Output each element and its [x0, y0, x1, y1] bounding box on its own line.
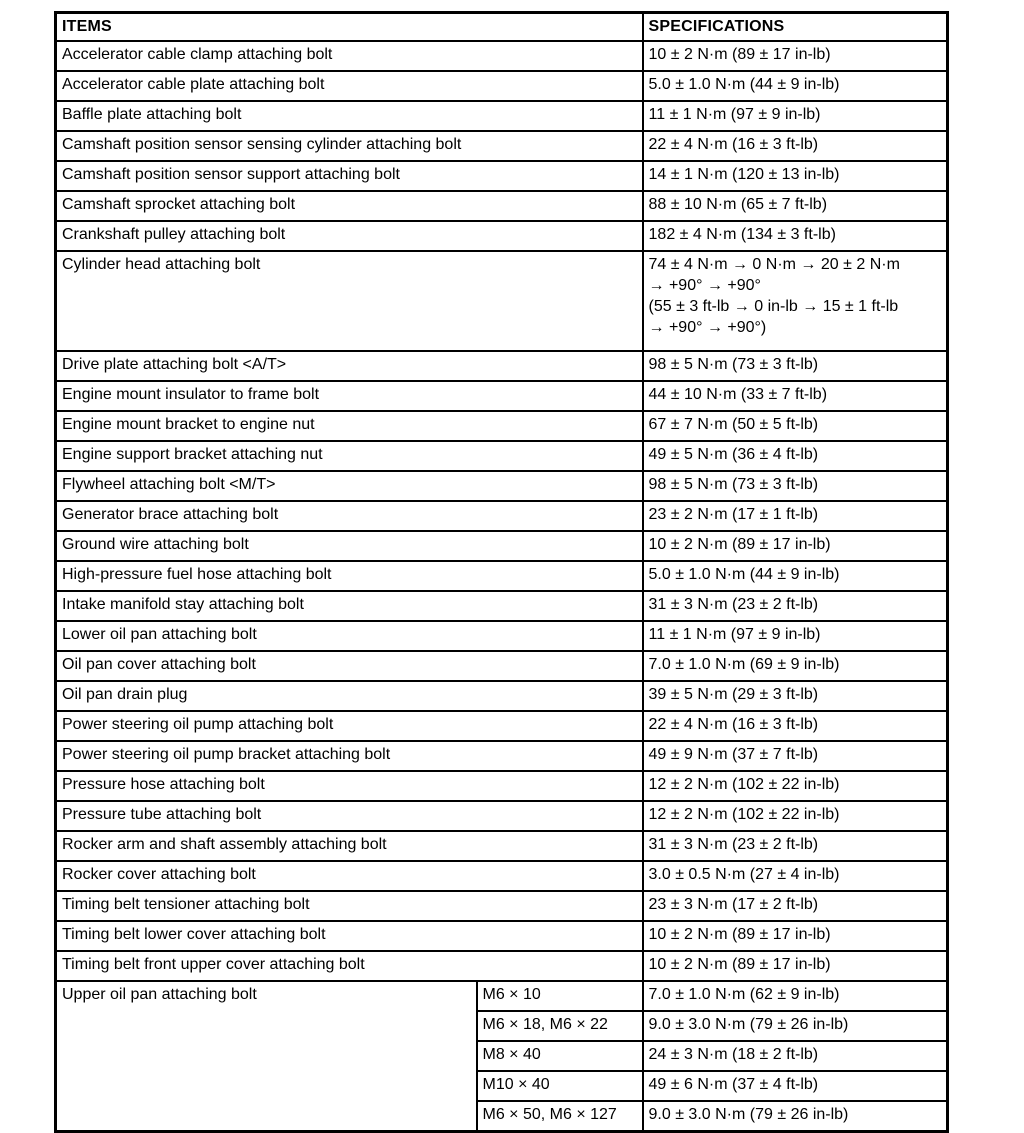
table-row: [56, 381, 948, 411]
item-cell: Rocker cover attaching bolt: [56, 861, 643, 891]
specification-cell: 10 ± 2 N·m (89 ± 17 in-lb): [643, 531, 948, 561]
item-cell: Pressure hose attaching bolt: [56, 771, 643, 801]
table-row: [56, 951, 948, 981]
item-cell: Timing belt lower cover attaching bolt: [56, 921, 643, 951]
item-cell: Engine mount insulator to frame bolt: [56, 381, 643, 411]
bolt-size-cell: M6 × 10: [477, 981, 643, 1011]
specification-cell: 10 ± 2 N·m (89 ± 17 in-lb): [643, 41, 948, 71]
table-row: [56, 71, 948, 101]
specification-cell: 31 ± 3 N·m (23 ± 2 ft-lb): [643, 591, 948, 621]
table-row: [56, 921, 948, 951]
table-row: [56, 621, 948, 651]
bolt-size-cell: M10 × 40: [477, 1071, 643, 1101]
table-row: [56, 501, 948, 531]
specification-cell: [643, 251, 948, 351]
torque-spec-table: [54, 11, 949, 1133]
item-cell: Baffle plate attaching bolt: [56, 101, 643, 131]
table-row: [56, 681, 948, 711]
item-cell: High-pressure fuel hose attaching bolt: [56, 561, 643, 591]
item-cell: Rocker arm and shaft assembly attaching bolt: [56, 831, 643, 861]
specification-cell: 12 ± 2 N·m (102 ± 22 in-lb): [643, 771, 948, 801]
specification-cell: 49 ± 9 N·m (37 ± 7 ft-lb): [643, 741, 948, 771]
item-cell: Flywheel attaching bolt <M/T>: [56, 471, 643, 501]
item-cell: Camshaft position sensor sensing cylinder attaching bolt: [56, 131, 643, 161]
specification-cell: 11 ± 1 N·m (97 ± 9 in-lb): [643, 621, 948, 651]
table-row: [56, 351, 948, 381]
item-cell: Lower oil pan attaching bolt: [56, 621, 643, 651]
specification-cell: 5.0 ± 1.0 N·m (44 ± 9 in-lb): [643, 561, 948, 591]
item-cell: Camshaft position sensor support attaching bolt: [56, 161, 643, 191]
specification-cell: 10 ± 2 N·m (89 ± 17 in-lb): [643, 921, 948, 951]
items-column-header: ITEMS: [56, 13, 643, 42]
specification-cell: 182 ± 4 N·m (134 ± 3 ft-lb): [643, 221, 948, 251]
table-row: [56, 711, 948, 741]
table-row: [56, 891, 948, 921]
item-cell: Intake manifold stay attaching bolt: [56, 591, 643, 621]
item-cell: Drive plate attaching bolt <A/T>: [56, 351, 643, 381]
specification-cell: 49 ± 6 N·m (37 ± 4 ft-lb): [643, 1071, 948, 1101]
item-cell: Upper oil pan attaching bolt: [56, 981, 477, 1132]
table-row: [56, 161, 948, 191]
table-row: [56, 861, 948, 891]
table-row: [56, 411, 948, 441]
specification-line: → +90° → +90°): [648, 319, 767, 336]
specification-cell: 24 ± 3 N·m (18 ± 2 ft-lb): [643, 1041, 948, 1071]
specification-cell: 9.0 ± 3.0 N·m (79 ± 26 in-lb): [643, 1011, 948, 1041]
bolt-size-cell: M8 × 40: [477, 1041, 643, 1071]
table-row: [56, 191, 948, 221]
specification-cell: 5.0 ± 1.0 N·m (44 ± 9 in-lb): [643, 71, 948, 101]
item-cell: Cylinder head attaching bolt: [56, 251, 643, 351]
table-row: [56, 221, 948, 251]
specification-cell: 23 ± 3 N·m (17 ± 2 ft-lb): [643, 891, 948, 921]
table-row: [56, 591, 948, 621]
item-cell: Pressure tube attaching bolt: [56, 801, 643, 831]
bolt-size-cell: M6 × 18, M6 × 22: [477, 1011, 643, 1041]
specification-cell: 98 ± 5 N·m (73 ± 3 ft-lb): [643, 471, 948, 501]
table-row: [56, 741, 948, 771]
table-row: [56, 981, 948, 1011]
table-row: [56, 651, 948, 681]
table-row: [56, 441, 948, 471]
specifications-column-header: SPECIFICATIONS: [643, 13, 948, 42]
specification-cell: 39 ± 5 N·m (29 ± 3 ft-lb): [643, 681, 948, 711]
item-cell: Oil pan cover attaching bolt: [56, 651, 643, 681]
specification-cell: 14 ± 1 N·m (120 ± 13 in-lb): [643, 161, 948, 191]
item-cell: Engine mount bracket to engine nut: [56, 411, 643, 441]
item-cell: Timing belt front upper cover attaching bolt: [56, 951, 643, 981]
table-row: [56, 801, 948, 831]
specification-cell: 12 ± 2 N·m (102 ± 22 in-lb): [643, 801, 948, 831]
specification-cell: 7.0 ± 1.0 N·m (69 ± 9 in-lb): [643, 651, 948, 681]
specification-cell: 22 ± 4 N·m (16 ± 3 ft-lb): [643, 131, 948, 161]
table-body: [56, 41, 948, 1132]
specification-cell: 98 ± 5 N·m (73 ± 3 ft-lb): [643, 351, 948, 381]
item-cell: Power steering oil pump bracket attaching bolt: [56, 741, 643, 771]
table-row: [56, 251, 948, 351]
table-row: [56, 471, 948, 501]
item-cell: Oil pan drain plug: [56, 681, 643, 711]
table-row: [56, 831, 948, 861]
specification-cell: 7.0 ± 1.0 N·m (62 ± 9 in-lb): [643, 981, 948, 1011]
table-row: [56, 131, 948, 161]
bolt-size-cell: M6 × 50, M6 × 127: [477, 1101, 643, 1132]
specification-line: (55 ± 3 ft-lb → 0 in-lb → 15 ± 1 ft-lb: [648, 298, 899, 315]
table-row: [56, 531, 948, 561]
table-header-row: [56, 13, 948, 42]
specification-cell: 49 ± 5 N·m (36 ± 4 ft-lb): [643, 441, 948, 471]
specification-cell: 23 ± 2 N·m (17 ± 1 ft-lb): [643, 501, 948, 531]
specification-line: 74 ± 4 N·m → 0 N·m → 20 ± 2 N·m: [648, 256, 900, 273]
table-row: [56, 771, 948, 801]
specification-cell: 22 ± 4 N·m (16 ± 3 ft-lb): [643, 711, 948, 741]
table-row: [56, 101, 948, 131]
item-cell: Generator brace attaching bolt: [56, 501, 643, 531]
item-cell: Engine support bracket attaching nut: [56, 441, 643, 471]
specification-cell: 9.0 ± 3.0 N·m (79 ± 26 in-lb): [643, 1101, 948, 1132]
specification-cell: 10 ± 2 N·m (89 ± 17 in-lb): [643, 951, 948, 981]
item-cell: Camshaft sprocket attaching bolt: [56, 191, 643, 221]
specification-cell: 3.0 ± 0.5 N·m (27 ± 4 in-lb): [643, 861, 948, 891]
item-cell: Accelerator cable plate attaching bolt: [56, 71, 643, 101]
specification-cell: 11 ± 1 N·m (97 ± 9 in-lb): [643, 101, 948, 131]
item-cell: Timing belt tensioner attaching bolt: [56, 891, 643, 921]
specification-cell: 31 ± 3 N·m (23 ± 2 ft-lb): [643, 831, 948, 861]
item-cell: Accelerator cable clamp attaching bolt: [56, 41, 643, 71]
table-row: [56, 41, 948, 71]
table-row: [56, 561, 948, 591]
item-cell: Crankshaft pulley attaching bolt: [56, 221, 643, 251]
item-cell: Power steering oil pump attaching bolt: [56, 711, 643, 741]
specification-cell: 88 ± 10 N·m (65 ± 7 ft-lb): [643, 191, 948, 221]
item-cell: Ground wire attaching bolt: [56, 531, 643, 561]
specification-line: → +90° → +90°: [648, 277, 761, 294]
specification-cell: 44 ± 10 N·m (33 ± 7 ft-lb): [643, 381, 948, 411]
specification-cell: 67 ± 7 N·m (50 ± 5 ft-lb): [643, 411, 948, 441]
